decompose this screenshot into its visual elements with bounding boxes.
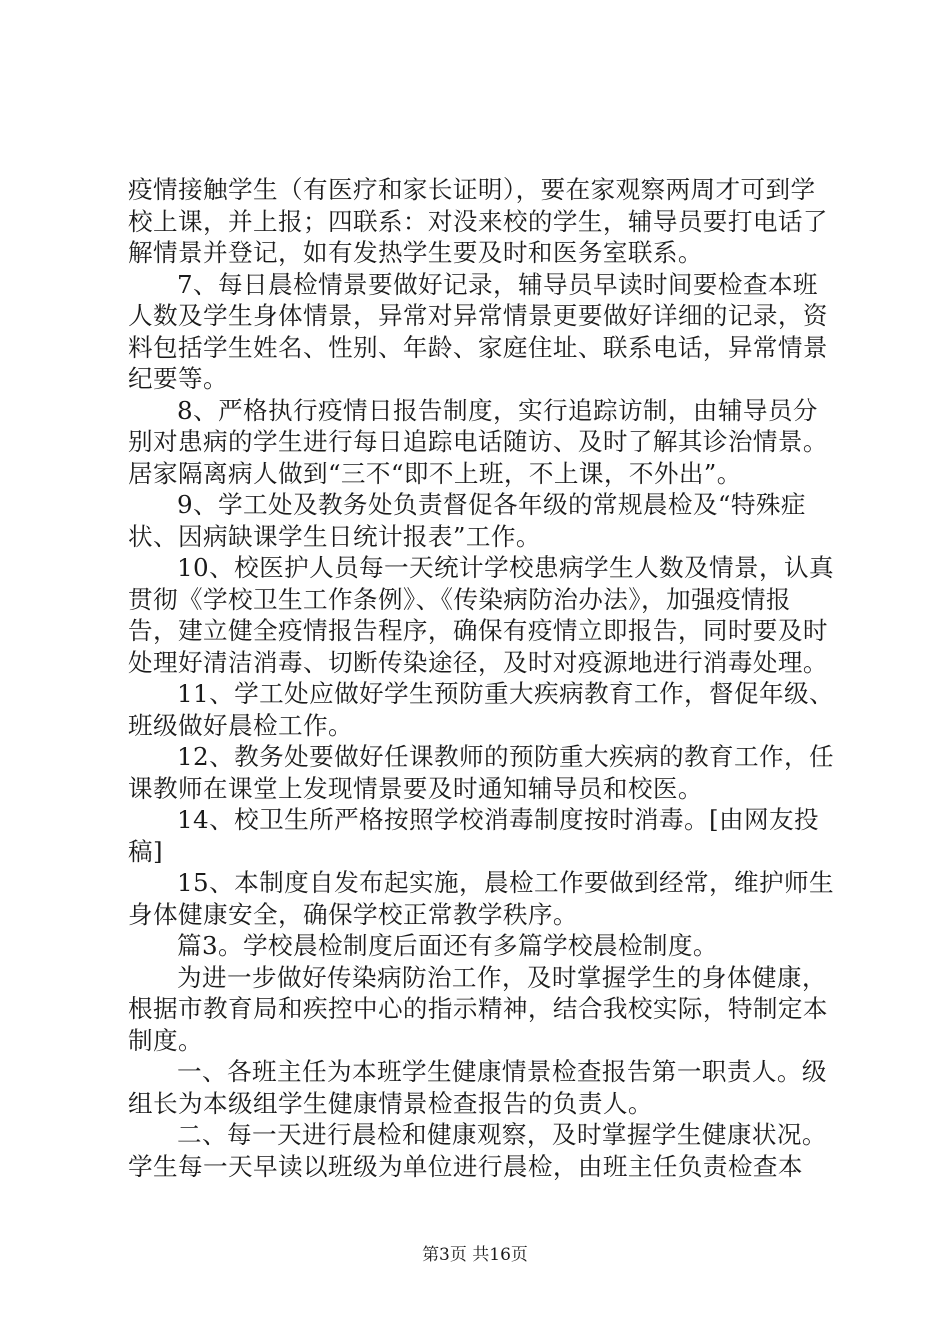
- paragraph-5: 10、校医护人员每一天统计学校患病学生人数及情景，认真贯彻《学校卫生工作条例》、《传染病防治办法》，加强疫情报告，建立健全疫情报告程序，确保有疫情立即报告，同时要及时处理好清洁消毒、切断传染途径，及时对疫源地进行消毒处理。: [128, 553, 834, 677]
- page-footer: [0, 1240, 950, 1265]
- paragraph-10: 篇3。学校晨检制度后面还有多篇学校晨检制度。: [177, 931, 718, 960]
- paragraph-7: 12、教务处要做好任课教师的预防重大疾病的教育工作，任课教师在课堂上发现情景要及时通知辅导员和校医。: [128, 742, 834, 803]
- paragraph-9: 15、本制度自发布起实施，晨检工作要做到经常，维护师生身体健康安全，确保学校正常教学秩序。: [128, 868, 834, 929]
- paragraph-8: 14、校卫生所严格按照学校消毒制度按时消毒。[由网友投稿]: [128, 805, 819, 866]
- paragraph-13: 二、每一天进行晨检和健康观察，及时掌握学生健康状况。学生每一天早读以班级为单位进行晨检，由班主任负责检查本: [128, 1120, 827, 1181]
- paragraph-2: 7、每日晨检情景要做好记录，辅导员早读时间要检查本班人数及学生身体情景，异常对异常情景更要做好详细的记录，资料包括学生姓名、性别、年龄、家庭住址、联系电话，异常情景纪要等。: [128, 269, 828, 393]
- paragraph-6: 11、学工处应做好学生预防重大疾病教育工作，督促年级、班级做好晨检工作。: [128, 679, 834, 740]
- paragraph-12: 一、各班主任为本班学生健康情景检查报告第一职责人。级组长为本级组学生健康情景检查报告的负责人。: [128, 1057, 827, 1118]
- paragraph-4: 9、学工处及教务处负责督促各年级的常规晨检及“特殊症状、因病缺课学生日统计报表”工作。: [128, 490, 806, 551]
- paragraph-11: 为进一步做好传染病防治工作，及时掌握学生的身体健康，根据市教育局和疾控中心的指示精神，结合我校实际，特制定本制度。: [128, 962, 828, 1055]
- paragraph-3: 8、严格执行疫情日报告制度，实行追踪访制，由辅导员分别对患病的学生进行每日追踪电话随访、及时了解其诊治情景。居家隔离病人做到“三不“即不上班，不上课，不外出”。: [128, 395, 828, 488]
- paragraph-1: 疫情接触学生（有医疗和家长证明），要在家观察两周才可到学校上课，并上报；四联系：对没来校的学生，辅导员要打电话了解情景并登记，如有发热学生要及时和医务室联系。: [128, 175, 828, 267]
- document-body: [128, 174, 838, 1182]
- page-number-label: 第3页 共16页: [422, 1245, 528, 1265]
